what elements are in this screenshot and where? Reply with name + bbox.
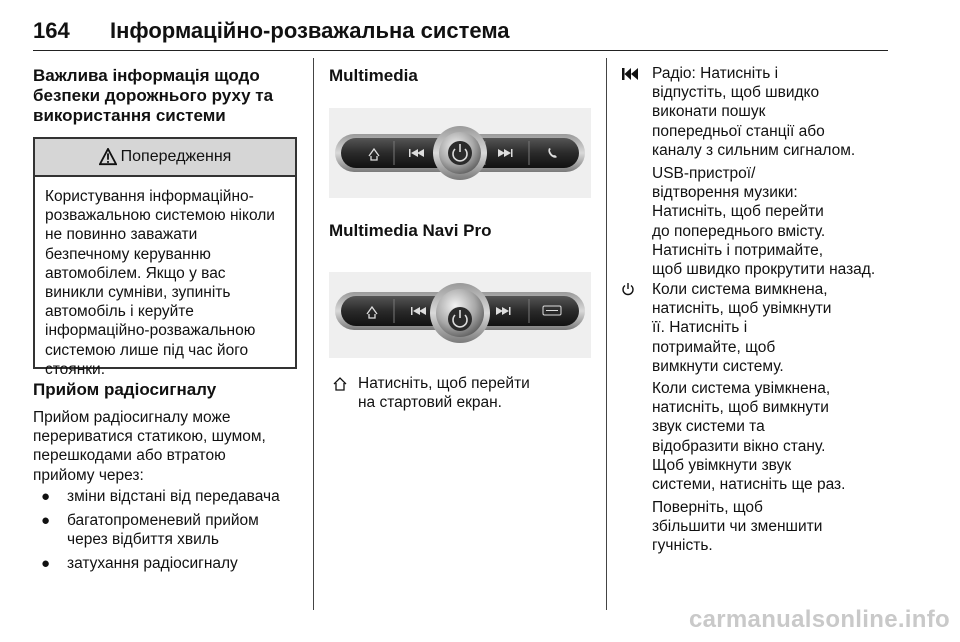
warning-box	[33, 137, 297, 378]
power-on-text: Коли система увімкнена, натисніть, щоб вимкнути звук системи та відобразити вікно стану. Щоб увімкнути звук системи, натисніть ще раз.	[652, 380, 846, 494]
column-divider-2	[606, 58, 607, 610]
home-description: Натисніть, щоб перейти на стартовий екран.	[358, 375, 530, 412]
power-off-text: Коли система вимкнена, натисніть, щоб увімкнути її. Натисніть і потримайте, щоб вимкнути систему.	[652, 281, 832, 375]
navi-pro-label: Multimedia Navi Pro	[329, 221, 492, 240]
navi-pro-control-panel	[329, 272, 591, 358]
bullet-dot: ●	[41, 488, 51, 505]
header-divider	[33, 50, 888, 51]
power-icon	[621, 282, 635, 296]
multimedia-label: Multimedia	[329, 66, 418, 85]
radio-heading: Прийом радіосигналу	[33, 380, 217, 399]
column-divider-1	[313, 58, 314, 610]
warning-header	[35, 139, 295, 177]
watermark: carmanualsonline.info	[688, 606, 950, 633]
home-icon	[332, 376, 348, 392]
bullet-dot: ●	[41, 555, 51, 572]
page-number: 164	[33, 18, 70, 43]
bullet-dot: ●	[41, 512, 51, 529]
chapter-title: Інформаційно-розважальна система	[110, 18, 510, 43]
radio-text: Прийом радіосигналу може перериватися статикою, шумом, перешкодами або втратою прийому через:	[33, 409, 266, 484]
warning-title: Попередження	[120, 148, 232, 165]
safety-heading: Важлива інформація щодо безпеки дорожнього руху та використання системи	[33, 66, 274, 125]
previous-usb-text: USB-пристрої/ відтворення музики: Натисніть, щоб перейти до попереднього вмісту. Натисніть і потримайте, щоб швидко прокрутити назад.	[652, 165, 876, 279]
warning-triangle-icon	[99, 148, 117, 166]
multimedia-control-panel	[329, 108, 591, 198]
volume-text: Поверніть, щоб збільшити чи зменшити гучність.	[652, 499, 823, 555]
list-item: ● зміни відстані від передавача	[41, 488, 280, 505]
previous-radio-text: Радіо: Натисніть і відпустіть, щоб швидко виконати пошук попередньої станції або каналу з сильним сигналом.	[652, 65, 856, 159]
warning-text: Користування інформаційно- розважальною системою ніколи не повинно заважати безпечному керуванню автомобілем. Якщо у вас виникли сумніви, зупиніть автомобіль і керуйте інформаційно-розважальною системою лише під час його стоянки.	[45, 188, 275, 378]
list-item: ● багатопроменевий прийом через відбиття хвиль	[41, 512, 259, 548]
list-item: ● затухання радіосигналу	[41, 555, 238, 572]
previous-track-icon	[621, 67, 639, 81]
